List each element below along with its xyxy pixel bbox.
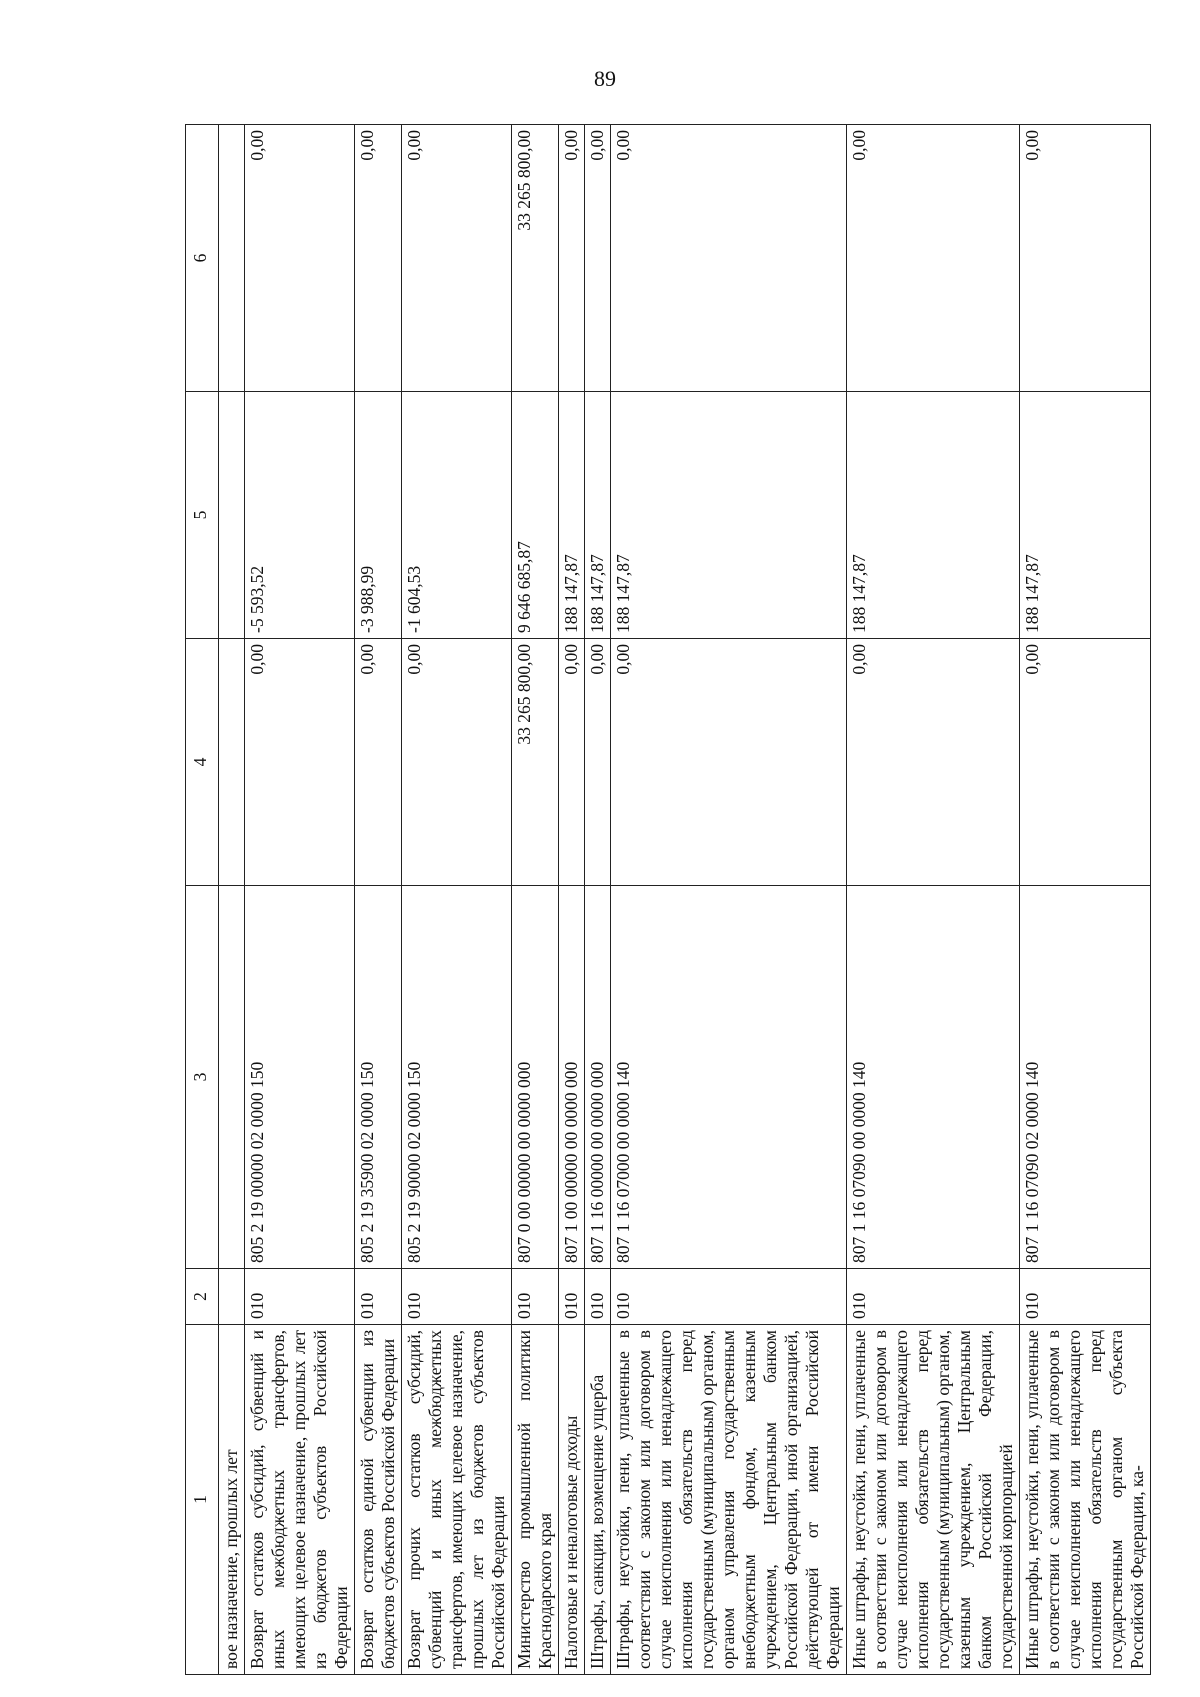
row-name-cell: Иные штрафы, неустойки, пени, уплаченные в соответствии с законом или договором в случае неисполнения или ненадлежащего исполнения обязательств перед государственным (муниципальным) органом, казенным учреждением, Центральным банком Российской Федерации, государственной корпорацией (847, 1325, 1020, 1675)
row-col4-cell (219, 639, 245, 886)
row-col4-cell: 0,00 (611, 639, 847, 886)
table-row (245, 125, 355, 1675)
row-col6-cell: 0,00 (559, 125, 585, 392)
row-col4-cell: 0,00 (1020, 639, 1151, 886)
row-col4-cell: 33 265 800,00 (512, 639, 559, 886)
row-col5-cell: 188 147,87 (1020, 392, 1151, 639)
table-row (559, 125, 585, 1675)
row-name-cell: Возврат остатков субсидий, субвенций и иных межбюджетных трансфертов, имеющих целевое назначение, прошлых лет из бюджетов субъектов Российской Федерации (245, 1325, 355, 1675)
row-col4-cell: 0,00 (585, 639, 611, 886)
row-col6-cell: 0,00 (402, 125, 512, 392)
row-col4-cell: 0,00 (559, 639, 585, 886)
row-col6-cell: 0,00 (245, 125, 355, 392)
row-col5-cell (219, 392, 245, 639)
row-name-cell: Налоговые и неналоговые доходы (559, 1325, 585, 1675)
table-row (402, 125, 512, 1675)
header-col-4: 4 (186, 639, 219, 886)
row-budget-code-cell: 807 1 16 07090 00 0000 140 (847, 886, 1020, 1269)
row-col5-cell: 188 147,87 (611, 392, 847, 639)
header-col-6: 6 (186, 125, 219, 392)
row-budget-code-cell: 805 2 19 00000 02 0000 150 (245, 886, 355, 1269)
row-line-code-cell: 010 (402, 1269, 512, 1325)
row-budget-code-cell: 805 2 19 35900 02 0000 150 (355, 886, 402, 1269)
row-name-cell: Возврат остатков единой субвенции из бюджетов субъектов Российской Федерации (355, 1325, 402, 1675)
row-budget-code-cell: 807 1 00 00000 00 0000 000 (559, 886, 585, 1269)
table-header-row (186, 125, 219, 1675)
table-row (847, 125, 1020, 1675)
row-col6-cell: 0,00 (1020, 125, 1151, 392)
row-col4-cell: 0,00 (245, 639, 355, 886)
row-budget-code-cell: 807 1 16 07000 00 0000 140 (611, 886, 847, 1269)
row-name-cell: Штрафы, санкции, возмещение ущерба (585, 1325, 611, 1675)
row-line-code-cell: 010 (245, 1269, 355, 1325)
row-col5-cell: 188 147,87 (585, 392, 611, 639)
header-col-2: 2 (186, 1269, 219, 1325)
row-budget-code-cell: 807 1 16 07090 02 0000 140 (1020, 886, 1151, 1269)
row-col6-cell: 0,00 (611, 125, 847, 392)
row-col5-cell: -3 988,99 (355, 392, 402, 639)
row-line-code-cell: 010 (611, 1269, 847, 1325)
row-line-code-cell: 010 (559, 1269, 585, 1325)
table-row (585, 125, 611, 1675)
row-budget-code-cell (219, 886, 245, 1269)
row-col4-cell: 0,00 (847, 639, 1020, 886)
row-col4-cell: 0,00 (355, 639, 402, 886)
row-line-code-cell (219, 1269, 245, 1325)
header-col-5: 5 (186, 392, 219, 639)
row-col5-cell: 188 147,87 (559, 392, 585, 639)
row-budget-code-cell: 807 1 16 00000 00 0000 000 (585, 886, 611, 1269)
table-row (219, 125, 245, 1675)
row-line-code-cell: 010 (847, 1269, 1020, 1325)
page-number: 89 (594, 66, 616, 91)
row-col5-cell: 188 147,87 (847, 392, 1020, 639)
row-line-code-cell: 010 (512, 1269, 559, 1325)
table-row (611, 125, 847, 1675)
table-row (1020, 125, 1151, 1675)
row-name-cell: Штрафы, неустойки, пени, уплаченные в соответствии с законом или договором в случае неисполнения или ненадлежащего исполнения обязательств перед государственным (муниципальным) органом, органом управления государственным внебюджетным фондом, казенным учреждением, Центральным банком Российской Федерации, иной организацией, действующей от имени Российской Федерации (611, 1325, 847, 1675)
row-name-cell: вое назначение, прошлых лет (219, 1325, 245, 1675)
row-line-code-cell: 010 (1020, 1269, 1151, 1325)
table-row (355, 125, 402, 1675)
row-name-cell: Возврат прочих остатков субсидий, субвенций и иных межбюджетных трансфертов, имеющих целевое назначение, прошлых лет из бюджетов субъектов Российской Федерации (402, 1325, 512, 1675)
row-col6-cell (219, 125, 245, 392)
row-budget-code-cell: 805 2 19 90000 02 0000 150 (402, 886, 512, 1269)
rotated-table-frame (185, 125, 1160, 1675)
row-col6-cell: 0,00 (847, 125, 1020, 392)
row-line-code-cell: 010 (585, 1269, 611, 1325)
row-col4-cell: 0,00 (402, 639, 512, 886)
header-col-1: 1 (186, 1325, 219, 1675)
row-col6-cell: 33 265 800,00 (512, 125, 559, 392)
table-row (512, 125, 559, 1675)
budget-table (185, 124, 1151, 1675)
header-col-3: 3 (186, 886, 219, 1269)
row-col6-cell: 0,00 (585, 125, 611, 392)
table-container (185, 125, 1160, 1675)
row-col5-cell: 9 646 685,87 (512, 392, 559, 639)
row-budget-code-cell: 807 0 00 00000 00 0000 000 (512, 886, 559, 1269)
row-col6-cell: 0,00 (355, 125, 402, 392)
row-name-cell: Иные штрафы, неустойки, пени, уплаченные в соответствии с законом или договором в случае неисполнения или ненадлежащего исполнения обязательств перед государственным органом субъекта Российской Федерации, ка- (1020, 1325, 1151, 1675)
row-col5-cell: -5 593,52 (245, 392, 355, 639)
row-name-cell: Министерство промышленной политики Краснодарского края (512, 1325, 559, 1675)
row-line-code-cell: 010 (355, 1269, 402, 1325)
row-col5-cell: -1 604,53 (402, 392, 512, 639)
